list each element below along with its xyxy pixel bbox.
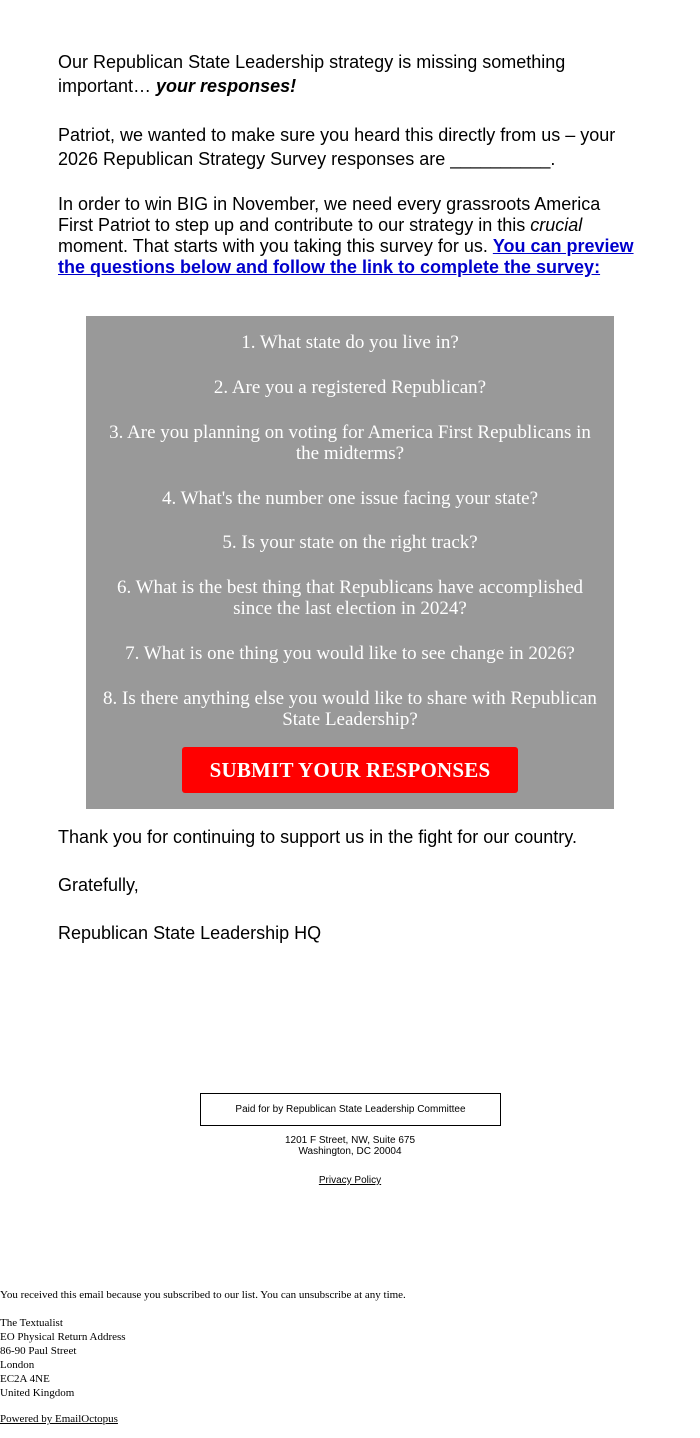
survey-question: 6. What is the best thing that Republicans have accomplished since the last election in 2024? [116, 577, 584, 619]
intro-paragraph-2 [58, 123, 638, 171]
survey-question: 8. Is there anything else you would like to share with Republican State Leadership? [103, 688, 597, 730]
survey-question: 3. Are you planning on voting for America First Republicans in the midterms? [109, 422, 591, 464]
powered-by-link[interactable]: Powered by EmailOctopus [0, 1413, 118, 1425]
intro-p3-text: In order to win BIG in November, we need every grassroots America First Patriot to step up and contribute to our strategy in this [58, 194, 601, 235]
signoff-text: Gratefully, [58, 875, 139, 895]
privacy-policy-container [200, 1175, 500, 1186]
paid-for-disclaimer: Paid for by Republican State Leadership Committee [200, 1093, 501, 1126]
survey-preview-link[interactable]: You can preview the questions below and follow the link to complete the survey: [58, 236, 634, 277]
sender-line: United Kingdom [0, 1387, 75, 1399]
survey-question: 1. What state do you live in? [241, 332, 459, 353]
intro-paragraph-1 [58, 50, 638, 98]
committee-address [200, 1135, 500, 1157]
signature-text: Republican State Leadership HQ [58, 923, 322, 943]
subscription-notice: You received this email because you subscribed to our list. You can unsubscribe at any time. [0, 1289, 406, 1301]
survey-question: 4. What's the number one issue facing your state? [161, 488, 539, 509]
privacy-policy-link[interactable]: Privacy Policy [318, 1175, 382, 1186]
survey-question: 7. What is one thing you would like to see change in 2026? [125, 643, 575, 664]
survey-question: 5. Is your state on the right track? [222, 532, 478, 553]
intro-emphasis: your responses! [156, 76, 297, 96]
sender-address [0, 1316, 126, 1400]
sender-line: EO Physical Return Address [0, 1331, 126, 1343]
intro-text: Our Republican State Leadership strategy is missing something important… [58, 52, 566, 96]
intro-p2-line-1: Patriot, we wanted to make sure you heard this directly from us – your [58, 125, 616, 145]
intro-p3-text-2: moment. That starts with you taking this survey for us. [58, 236, 493, 256]
sender-line: London [0, 1359, 35, 1371]
intro-p3-emphasis: crucial [530, 215, 583, 235]
intro-paragraph-3 [58, 194, 638, 278]
survey-question: 2. Are you a registered Republican? [213, 377, 487, 398]
survey-questions-box [86, 316, 614, 809]
sender-line: EC2A 4NE [0, 1373, 50, 1385]
sender-line: 86-90 Paul Street [0, 1345, 77, 1357]
address-line-2: Washington, DC 20004 [298, 1146, 402, 1157]
thank-you-text: Thank you for continuing to support us in the fight for our country. [58, 827, 577, 847]
sender-line: The Textualist [0, 1317, 63, 1329]
powered-by-container [0, 1412, 118, 1426]
address-line-1: 1201 F Street, NW, Suite 675 [284, 1135, 416, 1146]
intro-p2-line-2: 2026 Republican Strategy Survey responses are __________. [58, 149, 556, 169]
submit-responses-button[interactable]: SUBMIT YOUR RESPONSES [182, 747, 518, 793]
